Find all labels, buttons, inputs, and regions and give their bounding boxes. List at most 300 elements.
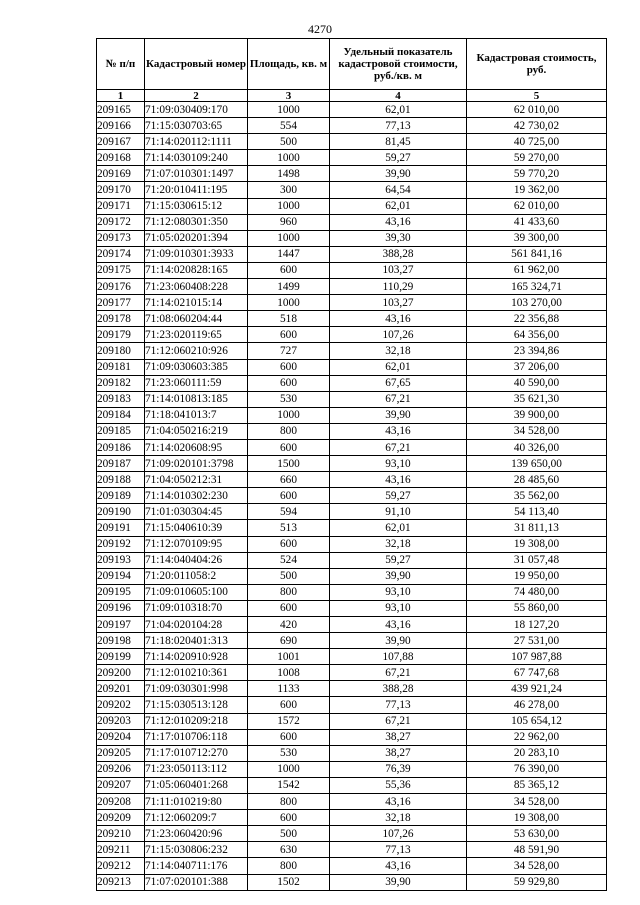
specific-value-cell: 388,28 — [330, 246, 467, 262]
row-number-cell: 209212 — [97, 858, 145, 874]
specific-value-cell: 43,16 — [330, 617, 467, 633]
row-number-cell: 209168 — [97, 150, 145, 166]
cadastral-number-cell: 71:17:010706:118 — [145, 729, 248, 745]
cadastral-value-cell: 74 480,00 — [467, 584, 607, 600]
area-cell: 524 — [248, 552, 330, 568]
specific-value-cell: 107,26 — [330, 327, 467, 343]
cadastral-value-cell: 31 057,48 — [467, 552, 607, 568]
cadastral-number-cell: 71:14:020112:1111 — [145, 134, 248, 150]
table-row — [97, 584, 607, 600]
cadastral-number-cell: 71:09:010605:100 — [145, 584, 248, 600]
specific-value-cell: 39,30 — [330, 230, 467, 246]
specific-value-cell: 77,13 — [330, 697, 467, 713]
cadastral-value-cell: 64 356,00 — [467, 327, 607, 343]
area-cell: 600 — [248, 359, 330, 375]
table-row — [97, 568, 607, 584]
cadastral-number-cell: 71:14:020828:165 — [145, 262, 248, 278]
table-row — [97, 198, 607, 214]
row-number-cell: 209194 — [97, 568, 145, 584]
table-row — [97, 504, 607, 520]
row-number-cell: 209165 — [97, 102, 145, 118]
cadastral-number-cell: 71:12:010209:218 — [145, 713, 248, 729]
row-number-cell: 209195 — [97, 584, 145, 600]
row-number-cell: 209184 — [97, 407, 145, 423]
cadastral-number-cell: 71:23:060420:96 — [145, 826, 248, 842]
specific-value-cell: 43,16 — [330, 472, 467, 488]
row-number-cell: 209169 — [97, 166, 145, 182]
table-row — [97, 777, 607, 793]
cadastral-value-cell: 439 921,24 — [467, 681, 607, 697]
specific-value-cell: 43,16 — [330, 311, 467, 327]
table-row — [97, 826, 607, 842]
column-number-row — [97, 90, 607, 102]
area-cell: 1001 — [248, 649, 330, 665]
table-row — [97, 423, 607, 439]
cadastral-number-cell: 71:14:010302:230 — [145, 488, 248, 504]
column-number: 4 — [330, 90, 467, 102]
table-row — [97, 617, 607, 633]
cadastral-value-cell: 19 362,00 — [467, 182, 607, 198]
cadastral-value-cell: 35 621,30 — [467, 391, 607, 407]
row-number-cell: 209211 — [97, 842, 145, 858]
row-number-cell: 209185 — [97, 423, 145, 439]
row-number-cell: 209213 — [97, 874, 145, 890]
cadastral-value-cell: 54 113,40 — [467, 504, 607, 520]
area-cell: 600 — [248, 697, 330, 713]
area-cell: 1498 — [248, 166, 330, 182]
table-row — [97, 552, 607, 568]
row-number-cell: 209181 — [97, 359, 145, 375]
specific-value-cell: 32,18 — [330, 536, 467, 552]
row-number-cell: 209176 — [97, 279, 145, 295]
cadastral-value-cell: 105 654,12 — [467, 713, 607, 729]
table-row — [97, 600, 607, 616]
cadastral-number-cell: 71:23:060408:228 — [145, 279, 248, 295]
header-specific-value: Удельный показатель кадастровой стоимости, руб./кв. м — [330, 39, 467, 90]
table-row — [97, 359, 607, 375]
specific-value-cell: 38,27 — [330, 729, 467, 745]
specific-value-cell: 76,39 — [330, 761, 467, 777]
cadastral-value-cell: 37 206,00 — [467, 359, 607, 375]
specific-value-cell: 32,18 — [330, 343, 467, 359]
cadastral-value-cell: 59 929,80 — [467, 874, 607, 890]
area-cell: 554 — [248, 118, 330, 134]
specific-value-cell: 107,88 — [330, 649, 467, 665]
table-row — [97, 874, 607, 890]
cadastral-value-cell: 18 127,20 — [467, 617, 607, 633]
specific-value-cell: 39,90 — [330, 568, 467, 584]
table-row — [97, 649, 607, 665]
column-number: 5 — [467, 90, 607, 102]
specific-value-cell: 43,16 — [330, 423, 467, 439]
cadastral-value-cell: 40 326,00 — [467, 439, 607, 455]
cadastral-number-cell: 71:12:060209:7 — [145, 810, 248, 826]
area-cell: 600 — [248, 488, 330, 504]
area-cell: 600 — [248, 439, 330, 455]
specific-value-cell: 81,45 — [330, 134, 467, 150]
table-row — [97, 488, 607, 504]
cadastral-number-cell: 71:20:011058:2 — [145, 568, 248, 584]
cadastral-value-cell: 19 308,00 — [467, 536, 607, 552]
area-cell: 1133 — [248, 681, 330, 697]
cadastral-number-cell: 71:18:020401:313 — [145, 633, 248, 649]
cadastral-value-cell: 55 860,00 — [467, 600, 607, 616]
area-cell: 1000 — [248, 295, 330, 311]
cadastral-value-cell: 42 730,02 — [467, 118, 607, 134]
cadastral-value-cell: 39 300,00 — [467, 230, 607, 246]
cadastral-number-cell: 71:14:020910:928 — [145, 649, 248, 665]
table-row — [97, 520, 607, 536]
cadastral-value-cell: 67 747,68 — [467, 665, 607, 681]
area-cell: 513 — [248, 520, 330, 536]
cadastral-number-cell: 71:12:070109:95 — [145, 536, 248, 552]
row-number-cell: 209203 — [97, 713, 145, 729]
row-number-cell: 209196 — [97, 600, 145, 616]
area-cell: 1000 — [248, 198, 330, 214]
cadastral-number-cell: 71:15:030615:12 — [145, 198, 248, 214]
area-cell: 630 — [248, 842, 330, 858]
specific-value-cell: 43,16 — [330, 794, 467, 810]
cadastral-number-cell: 71:09:010301:3933 — [145, 246, 248, 262]
specific-value-cell: 39,90 — [330, 166, 467, 182]
header-area: Площадь, кв. м — [248, 39, 330, 90]
area-cell: 1000 — [248, 761, 330, 777]
row-number-cell: 209207 — [97, 777, 145, 793]
specific-value-cell: 64,54 — [330, 182, 467, 198]
table-row — [97, 262, 607, 278]
cadastral-number-cell: 71:14:010813:185 — [145, 391, 248, 407]
table-row — [97, 665, 607, 681]
specific-value-cell: 67,21 — [330, 439, 467, 455]
row-number-cell: 209170 — [97, 182, 145, 198]
row-number-cell: 209166 — [97, 118, 145, 134]
cadastral-number-cell: 71:14:030109:240 — [145, 150, 248, 166]
cadastral-value-cell: 46 278,00 — [467, 697, 607, 713]
table-body — [97, 102, 607, 891]
specific-value-cell: 59,27 — [330, 150, 467, 166]
specific-value-cell: 39,90 — [330, 633, 467, 649]
cadastral-value-cell: 34 528,00 — [467, 423, 607, 439]
cadastral-number-cell: 71:09:030409:170 — [145, 102, 248, 118]
area-cell: 600 — [248, 262, 330, 278]
cadastral-value-cell: 62 010,00 — [467, 198, 607, 214]
cadastral-number-cell: 71:15:030703:65 — [145, 118, 248, 134]
table-row — [97, 472, 607, 488]
cadastral-number-cell: 71:09:030301:998 — [145, 681, 248, 697]
area-cell: 1000 — [248, 150, 330, 166]
specific-value-cell: 388,28 — [330, 681, 467, 697]
row-number-cell: 209187 — [97, 456, 145, 472]
table-row — [97, 230, 607, 246]
area-cell: 518 — [248, 311, 330, 327]
cadastral-number-cell: 71:07:010301:1497 — [145, 166, 248, 182]
specific-value-cell: 93,10 — [330, 600, 467, 616]
area-cell: 1502 — [248, 874, 330, 890]
row-number-cell: 209188 — [97, 472, 145, 488]
table-row — [97, 456, 607, 472]
cadastral-value-cell: 22 962,00 — [467, 729, 607, 745]
table-row — [97, 794, 607, 810]
row-number-cell: 209190 — [97, 504, 145, 520]
area-cell: 600 — [248, 810, 330, 826]
row-number-cell: 209191 — [97, 520, 145, 536]
cadastral-value-cell: 62 010,00 — [467, 102, 607, 118]
cadastral-number-cell: 71:04:050216:219 — [145, 423, 248, 439]
area-cell: 600 — [248, 600, 330, 616]
cadastral-number-cell: 71:04:050212:31 — [145, 472, 248, 488]
table-row — [97, 681, 607, 697]
area-cell: 960 — [248, 214, 330, 230]
area-cell: 690 — [248, 633, 330, 649]
table-row — [97, 713, 607, 729]
specific-value-cell: 59,27 — [330, 552, 467, 568]
specific-value-cell: 103,27 — [330, 262, 467, 278]
cadastral-value-cell: 103 270,00 — [467, 295, 607, 311]
row-number-cell: 209178 — [97, 311, 145, 327]
table-row — [97, 697, 607, 713]
row-number-cell: 209201 — [97, 681, 145, 697]
area-cell: 1000 — [248, 230, 330, 246]
cadastral-value-cell: 561 841,16 — [467, 246, 607, 262]
table-row — [97, 311, 607, 327]
area-cell: 300 — [248, 182, 330, 198]
cadastral-number-cell: 71:08:060204:44 — [145, 311, 248, 327]
row-number-cell: 209175 — [97, 262, 145, 278]
area-cell: 727 — [248, 343, 330, 359]
cadastral-value-cell: 165 324,71 — [467, 279, 607, 295]
header-cadastral-number: Кадастровый номер — [145, 39, 248, 90]
cadastral-value-cell: 31 811,13 — [467, 520, 607, 536]
cadastral-value-cell: 28 485,60 — [467, 472, 607, 488]
area-cell: 1008 — [248, 665, 330, 681]
area-cell: 500 — [248, 134, 330, 150]
cadastral-value-cell: 107 987,88 — [467, 649, 607, 665]
table-row — [97, 279, 607, 295]
table-row — [97, 375, 607, 391]
cadastral-number-cell: 71:12:010210:361 — [145, 665, 248, 681]
table-row — [97, 407, 607, 423]
cadastral-number-cell: 71:11:010219:80 — [145, 794, 248, 810]
cadastral-value-cell: 40 725,00 — [467, 134, 607, 150]
cadastral-number-cell: 71:17:010712:270 — [145, 745, 248, 761]
cadastral-value-cell: 19 950,00 — [467, 568, 607, 584]
area-cell: 500 — [248, 826, 330, 842]
specific-value-cell: 62,01 — [330, 102, 467, 118]
cadastral-value-cell: 20 283,10 — [467, 745, 607, 761]
area-cell: 1572 — [248, 713, 330, 729]
area-cell: 800 — [248, 858, 330, 874]
table-row — [97, 214, 607, 230]
specific-value-cell: 93,10 — [330, 456, 467, 472]
cadastral-number-cell: 71:12:060210:926 — [145, 343, 248, 359]
specific-value-cell: 77,13 — [330, 118, 467, 134]
cadastral-value-cell: 85 365,12 — [467, 777, 607, 793]
table-row — [97, 633, 607, 649]
cadastral-number-cell: 71:12:080301:350 — [145, 214, 248, 230]
specific-value-cell: 67,65 — [330, 375, 467, 391]
cadastral-value-cell: 76 390,00 — [467, 761, 607, 777]
row-number-cell: 209209 — [97, 810, 145, 826]
table-row — [97, 118, 607, 134]
table-row — [97, 327, 607, 343]
cadastral-value-cell: 34 528,00 — [467, 858, 607, 874]
cadastral-value-cell: 59 770,20 — [467, 166, 607, 182]
cadastral-number-cell: 71:09:020101:3798 — [145, 456, 248, 472]
column-number: 2 — [145, 90, 248, 102]
table-row — [97, 295, 607, 311]
cadastral-number-cell: 71:01:030304:45 — [145, 504, 248, 520]
table-row — [97, 842, 607, 858]
cadastral-value-cell: 39 900,00 — [467, 407, 607, 423]
cadastral-number-cell: 71:05:060401:268 — [145, 777, 248, 793]
area-cell: 600 — [248, 536, 330, 552]
table-row — [97, 439, 607, 455]
cadastral-value-cell: 41 433,60 — [467, 214, 607, 230]
table-row — [97, 810, 607, 826]
specific-value-cell: 103,27 — [330, 295, 467, 311]
cadastral-number-cell: 71:14:021015:14 — [145, 295, 248, 311]
row-number-cell: 209182 — [97, 375, 145, 391]
table-header-row — [97, 39, 607, 90]
cadastral-number-cell: 71:15:030806:232 — [145, 842, 248, 858]
area-cell: 800 — [248, 794, 330, 810]
cadastral-value-cell: 53 630,00 — [467, 826, 607, 842]
cadastral-value-cell: 61 962,00 — [467, 262, 607, 278]
cadastral-value-table — [96, 38, 607, 891]
cadastral-number-cell: 71:20:010411:195 — [145, 182, 248, 198]
cadastral-number-cell: 71:05:020201:394 — [145, 230, 248, 246]
row-number-cell: 209189 — [97, 488, 145, 504]
specific-value-cell: 32,18 — [330, 810, 467, 826]
cadastral-value-cell: 48 591,90 — [467, 842, 607, 858]
specific-value-cell: 62,01 — [330, 359, 467, 375]
row-number-cell: 209208 — [97, 794, 145, 810]
row-number-cell: 209206 — [97, 761, 145, 777]
row-number-cell: 209179 — [97, 327, 145, 343]
area-cell: 600 — [248, 327, 330, 343]
cadastral-value-cell: 23 394,86 — [467, 343, 607, 359]
row-number-cell: 209172 — [97, 214, 145, 230]
cadastral-number-cell: 71:23:020119:65 — [145, 327, 248, 343]
specific-value-cell: 43,16 — [330, 858, 467, 874]
specific-value-cell: 107,26 — [330, 826, 467, 842]
specific-value-cell: 59,27 — [330, 488, 467, 504]
column-number: 3 — [248, 90, 330, 102]
cadastral-number-cell: 71:18:041013:7 — [145, 407, 248, 423]
table-row — [97, 536, 607, 552]
area-cell: 1000 — [248, 102, 330, 118]
row-number-cell: 209197 — [97, 617, 145, 633]
specific-value-cell: 39,90 — [330, 874, 467, 890]
cadastral-value-cell: 139 650,00 — [467, 456, 607, 472]
specific-value-cell: 62,01 — [330, 198, 467, 214]
row-number-cell: 209199 — [97, 649, 145, 665]
table-row — [97, 761, 607, 777]
cadastral-number-cell: 71:09:030603:385 — [145, 359, 248, 375]
cadastral-number-cell: 71:23:060111:59 — [145, 375, 248, 391]
table-row — [97, 182, 607, 198]
row-number-cell: 209192 — [97, 536, 145, 552]
row-number-cell: 209167 — [97, 134, 145, 150]
cadastral-value-cell: 35 562,00 — [467, 488, 607, 504]
row-number-cell: 209198 — [97, 633, 145, 649]
area-cell: 500 — [248, 568, 330, 584]
specific-value-cell: 91,10 — [330, 504, 467, 520]
row-number-cell: 209210 — [97, 826, 145, 842]
cadastral-number-cell: 71:15:030513:128 — [145, 697, 248, 713]
table-row — [97, 102, 607, 118]
area-cell: 1542 — [248, 777, 330, 793]
area-cell: 600 — [248, 375, 330, 391]
specific-value-cell: 93,10 — [330, 584, 467, 600]
table-row — [97, 150, 607, 166]
specific-value-cell: 67,21 — [330, 391, 467, 407]
row-number-cell: 209174 — [97, 246, 145, 262]
table-row — [97, 166, 607, 182]
cadastral-value-cell: 19 308,00 — [467, 810, 607, 826]
column-number: 1 — [97, 90, 145, 102]
cadastral-value-cell: 59 270,00 — [467, 150, 607, 166]
area-cell: 594 — [248, 504, 330, 520]
table-row — [97, 858, 607, 874]
cadastral-value-cell: 27 531,00 — [467, 633, 607, 649]
specific-value-cell: 38,27 — [330, 745, 467, 761]
cadastral-number-cell: 71:14:020608:95 — [145, 439, 248, 455]
cadastral-number-cell: 71:23:050113:112 — [145, 761, 248, 777]
specific-value-cell: 39,90 — [330, 407, 467, 423]
cadastral-number-cell: 71:14:040711:176 — [145, 858, 248, 874]
area-cell: 660 — [248, 472, 330, 488]
row-number-cell: 209193 — [97, 552, 145, 568]
specific-value-cell: 77,13 — [330, 842, 467, 858]
cadastral-number-cell: 71:04:020104:28 — [145, 617, 248, 633]
area-cell: 800 — [248, 584, 330, 600]
table-row — [97, 745, 607, 761]
cadastral-number-cell: 71:15:040610:39 — [145, 520, 248, 536]
table-row — [97, 391, 607, 407]
area-cell: 600 — [248, 729, 330, 745]
row-number-cell: 209180 — [97, 343, 145, 359]
area-cell: 530 — [248, 745, 330, 761]
area-cell: 530 — [248, 391, 330, 407]
cadastral-number-cell: 71:09:010318:70 — [145, 600, 248, 616]
area-cell: 1499 — [248, 279, 330, 295]
row-number-cell: 209205 — [97, 745, 145, 761]
area-cell: 1000 — [248, 407, 330, 423]
page-number: 4270 — [308, 22, 332, 36]
row-number-cell: 209202 — [97, 697, 145, 713]
table-row — [97, 134, 607, 150]
header-row-number: № п/п — [97, 39, 145, 90]
area-cell: 1447 — [248, 246, 330, 262]
area-cell: 800 — [248, 423, 330, 439]
specific-value-cell: 110,29 — [330, 279, 467, 295]
row-number-cell: 209204 — [97, 729, 145, 745]
row-number-cell: 209177 — [97, 295, 145, 311]
cadastral-number-cell: 71:07:020101:388 — [145, 874, 248, 890]
specific-value-cell: 67,21 — [330, 713, 467, 729]
table-row — [97, 343, 607, 359]
area-cell: 1500 — [248, 456, 330, 472]
area-cell: 420 — [248, 617, 330, 633]
cadastral-number-cell: 71:14:040404:26 — [145, 552, 248, 568]
row-number-cell: 209186 — [97, 439, 145, 455]
table-row — [97, 246, 607, 262]
specific-value-cell: 62,01 — [330, 520, 467, 536]
cadastral-value-cell: 40 590,00 — [467, 375, 607, 391]
table-row — [97, 729, 607, 745]
cadastral-value-cell: 34 528,00 — [467, 794, 607, 810]
